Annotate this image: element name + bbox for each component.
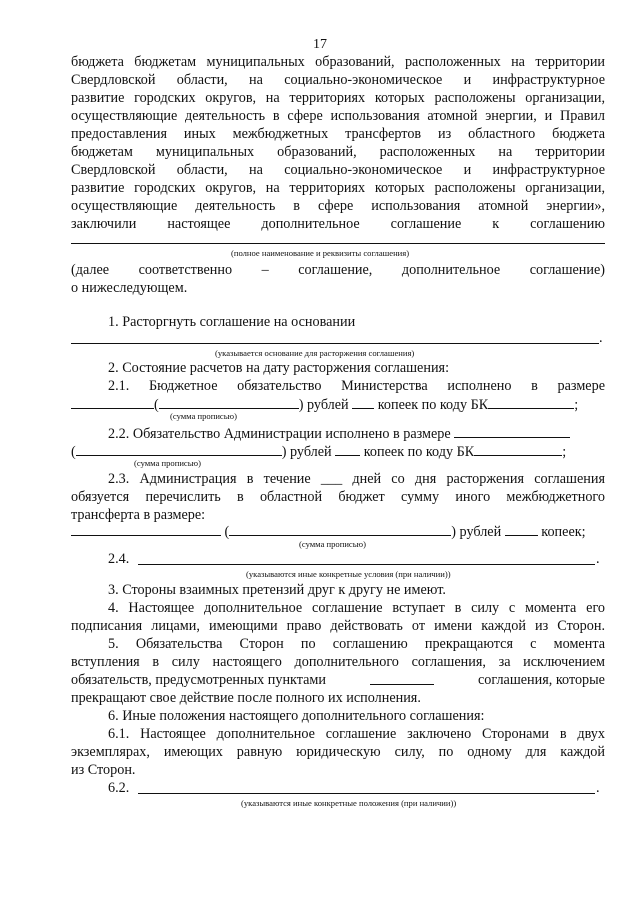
dot: . [596,780,600,796]
intro-line: Свердловской области, на социально-экономическое и инфраструктурное [71,72,605,88]
sum-words-fill[interactable] [76,442,282,456]
item-3: 3. Стороны взаимных претензий друг к другу не имеют. [108,582,446,598]
intro-line: осуществляющие деятельность в сфере использования атомной энергии», [71,198,605,214]
item-2-4: 2.4. [108,551,130,567]
dot: . [599,330,603,346]
bk-code-fill[interactable] [488,395,574,409]
intro-line: развитие городских округов, на территориях которых расположены организации, [71,90,605,106]
item-2-3-fill-row: ( ) рублей копеек; [71,522,605,541]
caption-agreement: (полное наименование и реквизиты соглашения) [231,248,410,258]
item-2-1-fill-row: ( ) рублей копеек по коду БК ; [71,395,605,414]
bk-code-fill[interactable] [474,442,562,456]
intro-line: Свердловской области, на социально-экономическое и инфраструктурное [71,162,605,178]
conditions-fill-line [138,564,595,565]
item-2-3: 2.3. Администрация в течение ___ дней со дня расторжения соглашения [108,471,605,487]
caption-sum: (сумма прописью) [299,539,366,549]
item-6: 6. Иные положения настоящего дополнительного соглашения: [108,708,485,724]
caption-provisions: (указываются иные конкретные положения (при наличии)) [241,798,457,808]
page-number: 17 [313,37,327,52]
item-6-1: экземплярах, имеющих равную юридическую силу, по одному для каждой [71,744,605,760]
kop-fill[interactable] [352,395,374,409]
item-2-3: трансферта в размере: [71,507,206,523]
intro-line: развитие городских округов, на территориях которых расположены организации, [71,180,605,196]
item-2-2-fill-row: ( ) рублей копеек по коду БК ; [71,444,567,460]
amount-fill[interactable] [71,395,154,409]
intro-line: осуществляющие деятельность в сфере использования атомной энергии, и Правил [71,108,605,124]
intro-line: бюджетам муниципальных образований, расположенных на территории [71,144,605,160]
item-2-1: 2.1. Бюджетное обязательство Министерства исполнено в размере [108,378,605,394]
item-5: прекращают свое действие после полного их исполнения. [71,690,421,706]
provisions-fill-line [138,793,595,794]
item-6-1: из Сторон. [71,762,136,778]
intro-line: бюджета бюджетам муниципальных образований, расположенных на территории [71,54,605,70]
kop-fill[interactable] [505,522,538,536]
basis-fill-line [71,343,599,344]
item-2-2-row: 2.2. Обязательство Администрации исполнено в размере [108,424,605,443]
after-line: о нижеследующем. [71,280,188,296]
item-4: 4. Настоящее дополнительное соглашение вступает в силу с момента его [108,600,605,616]
caption-sum: (сумма прописью) [134,458,201,468]
dot: . [596,551,600,567]
sum-words-fill[interactable] [229,522,451,536]
after-line: (далее соответственно – соглашение, дополнительное соглашение) [71,262,605,278]
item-2: 2. Состояние расчетов на дату расторжения соглашения: [108,360,450,376]
item-2-3: обязуется перечислить в областной бюджет сумму иного межбюджетного [71,489,605,505]
items-fill[interactable] [370,671,434,685]
item-6-1: 6.1. Настоящее дополнительное соглашение заключено Сторонами в двух [108,726,605,742]
sum-words-fill[interactable] [159,395,299,409]
item-6-2: 6.2. [108,780,130,796]
item-5-fill-row: обязательств, предусмотренных пунктами соглашения, которые [71,672,605,688]
item-1: 1. Расторгнуть соглашение на основании [108,314,356,330]
caption-sum: (сумма прописью) [170,411,237,421]
amount-fill[interactable] [454,424,570,438]
agreement-fill-line [71,243,605,244]
amount-fill[interactable] [71,522,221,536]
item-5: вступления в силу настоящего дополнительного соглашения, за исключением [71,654,605,670]
intro-line: предоставления иных межбюджетных трансфертов из областного бюджета [71,126,605,142]
item-5: 5. Обязательства Сторон по соглашению прекращаются с момента [108,636,605,652]
item-4: подписания лицами, имеющими право действовать от имени каждой из Сторон. [71,618,605,634]
caption-conditions: (указываются иные конкретные условия (при наличии)) [246,569,451,579]
intro-line: заключили настоящее дополнительное соглашение к соглашению [71,216,605,232]
kop-fill[interactable] [335,442,360,456]
caption-basis: (указывается основание для расторжения соглашения) [215,348,415,358]
